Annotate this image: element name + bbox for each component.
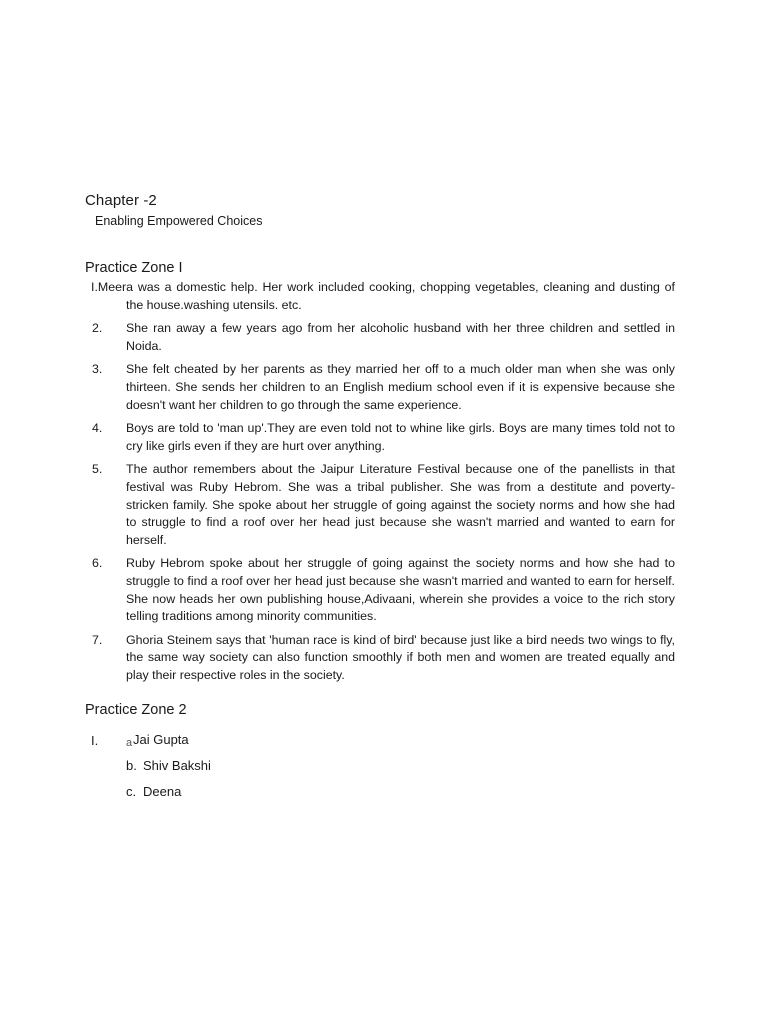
answer-number: 4.: [92, 421, 103, 436]
option-letter: c.: [126, 784, 137, 799]
answer-item: [88, 461, 675, 549]
answer-text: The author remembers about the Jaipur Literature Festival because one of the panellists in that festival was Ruby Hebrom. She was a tribal publisher. She was from a destitute and poverty-stricken family. She spoke about her struggle of going against the society norms and how she had to struggle to find a roof over her head just because she wasn't married and wanted to earn for herself.: [126, 462, 675, 547]
answer-text: She ran away a few years ago from her alcoholic husband with her three children and settled in Noida.: [126, 321, 675, 353]
answer-text: Boys are told to 'man up'.They are even told not to whine like girls. Boys are many times told not to cry like girls even if they are hurt over anything.: [126, 421, 675, 453]
answer-item: [88, 555, 675, 625]
option-text: Deena: [143, 784, 182, 799]
practice-zone-2-title: Practice Zone 2: [85, 702, 187, 718]
answer-number: 6.: [92, 556, 103, 571]
option-text: Jai Gupta: [133, 732, 189, 747]
answer-item: [88, 632, 675, 685]
answer-text: Ruby Hebrom spoke about her struggle of going against the society norms and how she had to struggle to find a roof over her head just because she wasn't married and wanted to earn for herself. She now heads her own publishing house,Adivaani, wherein she provides a voice to the rich story telling traditions among minority communities.: [126, 556, 675, 624]
answer-number: I: [91, 280, 95, 294]
answer-option: [126, 784, 181, 799]
answer-option: [126, 758, 211, 773]
answer-item: [88, 420, 675, 455]
answer-text: .Meera was a domestic help. Her work included cooking, chopping vegetables, cleaning and dusting of the house.washing utensils. etc.: [94, 280, 675, 312]
answer-text: Ghoria Steinem says that 'human race is kind of bird' because just like a bird needs two wings to fly, the same way society can also function smoothly if both men and women are treated equally and play their respective roles in the society.: [126, 632, 675, 682]
answer-text: She felt cheated by her parents as they married her off to a much older man when she was only thirteen. She sends her children to an English medium school even if it is expensive because she doesn't want her children to go through the same experience.: [126, 362, 675, 412]
answer-number: 2.: [92, 321, 103, 336]
answer-item: [88, 279, 675, 314]
answer-option: [126, 732, 189, 749]
practice-zone-1-title: Practice Zone I: [85, 260, 183, 276]
answer-number: 5.: [92, 462, 103, 477]
answer-item: [88, 361, 675, 414]
option-letter: a: [126, 737, 133, 749]
question-number: I.: [91, 733, 99, 748]
option-letter: b.: [126, 758, 137, 773]
practice-zone-1-answers: [88, 279, 675, 684]
answer-number: 7.: [92, 632, 103, 647]
option-text: Shiv Bakshi: [143, 758, 211, 773]
chapter-subtitle: Enabling Empowered Choices: [95, 214, 263, 228]
answer-item: [88, 320, 675, 355]
chapter-heading: Chapter -2: [85, 192, 157, 209]
answer-number: 3.: [92, 362, 103, 377]
